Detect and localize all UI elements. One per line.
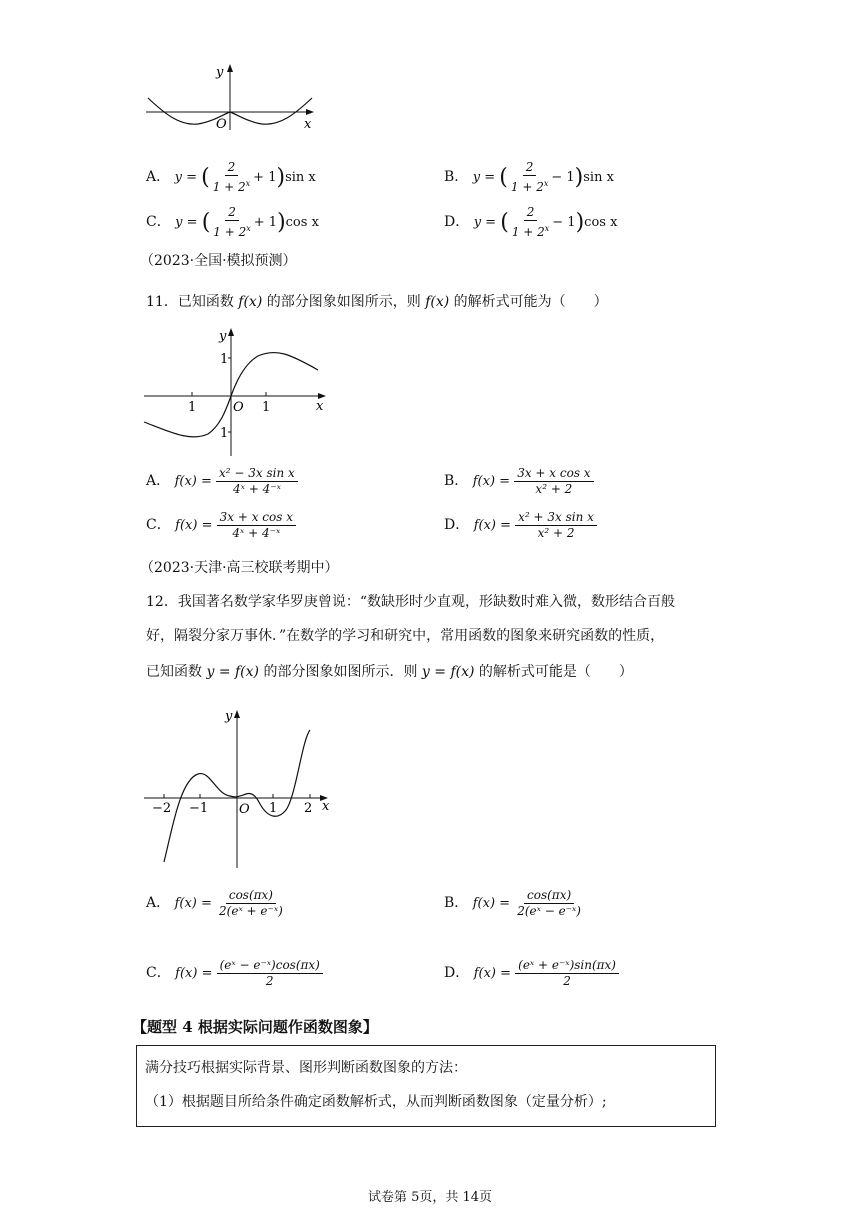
q11-option-a-formula: f(x) = $\frac{\text{x² − 3x sin x}}{\text{4ˣ + 4⁻ˣ}}$ [175, 466, 298, 497]
q12-option-c-label: C． [146, 965, 171, 981]
q10-x-label: x [304, 117, 312, 132]
q11-option-c-label: C． [146, 517, 171, 533]
q12-option-a-label: A． [146, 895, 171, 911]
page-footer: 试卷第 5页，共 14页 [367, 1190, 493, 1205]
q11-tick-y-neg: 1 [220, 426, 229, 441]
q12-option-d[interactable] [444, 958, 619, 989]
q11-fx-2: f(x) [425, 294, 450, 310]
q10-option-a-label: A． [146, 169, 171, 185]
q12-option-c-formula: f(x) = $\frac{\text{(eˣ − e⁻ˣ)cos(πx)}}{2}$ [175, 958, 323, 989]
q10-option-d-label: D． [444, 214, 470, 230]
q12-tick-neg2: −2 [152, 801, 172, 816]
q12-yfx-2: y = f(x) [421, 664, 475, 680]
q12-option-b[interactable] [444, 888, 584, 919]
q11-tick-x-pos: 1 [262, 400, 271, 415]
q11-option-b[interactable] [444, 466, 594, 497]
q11-option-c[interactable] [146, 510, 296, 541]
q10-option-b-formula: y = ( $\frac{2}{1 + 2^x}$ − 1 ) sin x [472, 160, 614, 194]
q10-option-c-label: C． [146, 214, 171, 230]
q11-tick-y-pos: 1 [220, 352, 229, 367]
q11-x-label: x [316, 399, 324, 414]
q12-option-d-formula: f(x) = $\frac{\text{(eˣ + e⁻ˣ)sin(πx)}}{2}$ [474, 958, 619, 989]
q12-option-d-label: D． [444, 965, 470, 981]
q11-option-b-label: B． [444, 473, 469, 489]
q12-source: （2023·天津·高三校联考期中） [140, 560, 339, 576]
q12-line3: 已知函数 y = f(x) 的部分图象如图所示．则 y = f(x) 的解析式可能是（ ） [146, 664, 633, 680]
tips-line1: 满分技巧根据实际背景、图形判断函数图象的方法： [145, 1060, 467, 1076]
q10-origin-label: O [216, 117, 227, 132]
tips-line2: （1）根据题目所给条件确定函数解析式，从而判断函数图象（定量分析）; [145, 1094, 607, 1110]
q12-tick-neg1: −1 [189, 801, 209, 816]
q10-option-a[interactable] [146, 160, 316, 195]
q12-tick-pos2: 2 [304, 801, 313, 816]
q10-option-c[interactable] [146, 205, 319, 240]
q10-option-a-formula: y = ( $\frac{2}{1 + 2^x}$ + 1 ) sin x [174, 160, 316, 194]
q12-option-c[interactable] [146, 958, 323, 989]
q11-option-c-formula: f(x) = $\frac{\text{3x + x cos x}}{\text{4ˣ + 4⁻ˣ}}$ [175, 510, 296, 541]
q11-option-a[interactable] [146, 466, 298, 497]
q12-option-a[interactable] [146, 888, 286, 919]
q12-line1: 12．我国著名数学家华罗庚曾说：“数缺形时少直观，形缺数时难入微，数形结合百般 [146, 594, 675, 610]
q12-option-a-formula: f(x) = $\frac{\cos(\pi x)}{\text{2(eˣ + e⁻ˣ)}}$ [174, 888, 283, 918]
q11-source: （2023·全国·模拟预测） [140, 253, 297, 269]
q11-option-b-formula: f(x) = $\frac{\text{3x + x cos x}}{\text{x² + 2}}$ [473, 466, 594, 497]
q12-line2: 好，隔裂分家万事休．”在数学的学习和研究中，常用函数的图象来研究函数的性质， [146, 628, 665, 644]
q12-y-label: y [225, 709, 233, 724]
q11-tick-x-neg: 1 [188, 400, 197, 415]
q11-fx-1: f(x) [238, 294, 263, 310]
q10-option-d[interactable] [444, 205, 617, 240]
q11-origin-label: O [233, 400, 244, 415]
q12-yfx-1: y = f(x) [206, 664, 259, 680]
q11-option-d[interactable] [444, 510, 597, 541]
q12-option-b-label: B． [444, 895, 469, 911]
q11-option-d-formula: f(x) = $\frac{\text{x² + 3x sin x}}{\text{x² + 2}}$ [474, 510, 597, 541]
q12-option-b-formula: f(x) = $\frac{\cos(\pi x)}{\text{2(eˣ − e⁻ˣ)}}$ [472, 888, 581, 918]
tips-box [136, 1045, 716, 1127]
q10-option-d-formula: y = ( $\frac{2}{1 + 2^x}$ − 1 ) cos x [473, 205, 618, 239]
section-title: 【题型 4 根据实际问题作函数图象】 [132, 1018, 378, 1036]
q10-option-b-label: B． [444, 169, 469, 185]
q12-origin-label: O [239, 802, 250, 817]
q12-x-label: x [322, 799, 330, 814]
q12-graph [140, 700, 340, 872]
q10-option-c-formula: y = ( $\frac{2}{1 + 2^x}$ + 1 ) cos x [175, 205, 319, 239]
q12-tick-pos1: 1 [269, 801, 278, 816]
q10-option-b[interactable] [444, 160, 614, 195]
q11-option-a-label: A． [146, 473, 171, 489]
q10-graph [140, 58, 330, 138]
q11-y-label: y [219, 329, 227, 344]
q10-y-label: y [216, 65, 224, 80]
q11-graph [140, 322, 340, 462]
q11-question: 11．已知函数 f(x) 的部分图象如图所示，则 f(x) 的解析式可能为（ ） [146, 294, 608, 310]
q11-option-d-label: D． [444, 517, 470, 533]
